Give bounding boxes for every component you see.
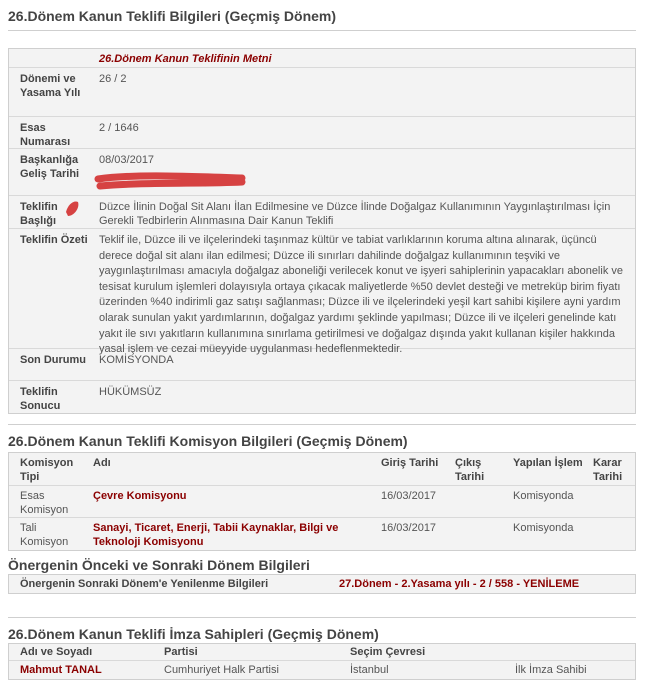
field-value: 26 / 2: [99, 73, 127, 85]
decision-date: [585, 486, 635, 517]
field-row-number: [9, 117, 635, 149]
column-header: Adı ve Soyadı: [20, 646, 93, 658]
field-label: Esas Numarası: [20, 122, 71, 148]
column-header: Seçim Çevresi: [350, 646, 426, 658]
column-header: Adı: [93, 457, 111, 469]
table-row: [9, 486, 635, 518]
periods-section-title: Önergenin Önceki ve Sonraki Dönem Bilgileri: [8, 557, 310, 573]
column-header: Giriş Tarihi: [381, 457, 439, 469]
field-row-result: [9, 381, 635, 413]
table-row: [9, 518, 635, 550]
column-header: [515, 644, 635, 660]
field-value: HÜKÜMSÜZ: [99, 386, 162, 398]
field-label: Başkanlığa Geliş Tarihi: [20, 154, 80, 180]
bill-text-link[interactable]: 26.Dönem Kanun Teklifinin Metni: [99, 53, 272, 65]
field-row-title: [9, 196, 635, 229]
signer-role: İlk İmza Sahibi: [515, 664, 587, 676]
field-row-status: [9, 349, 635, 381]
field-row-term: [9, 68, 635, 117]
divider: [8, 617, 636, 618]
field-value: 2 / 1646: [99, 122, 139, 134]
field-value: Düzce İlinin Doğal Sit Alanı İlan Edilmesine ve Düzce İlinde Doğalgaz Kullanımının Yaygınlaştırılması İçin Gerekli Tedbirlerin Alınmasına Dair Kanun Teklifi: [99, 201, 611, 227]
red-scribble-dot: [62, 196, 84, 222]
field-label: Dönemi ve Yasama Yılı: [20, 73, 81, 99]
table-header: [9, 453, 635, 486]
field-label: Teklifin Özeti: [20, 234, 88, 246]
exit-date: [447, 486, 505, 517]
renewal-link[interactable]: 27.Dönem - 2.Yasama yılı - 2 / 558 - YENİLEME: [339, 578, 580, 590]
signer-link[interactable]: Mahmut TANAL: [20, 664, 102, 676]
column-header: Partisi: [164, 646, 198, 658]
periods-label: Önergenin Sonraki Dönem'e Yenilenme Bilgileri: [20, 578, 269, 590]
entry-date: 16/03/2017: [381, 490, 437, 502]
field-value: 08/03/2017: [99, 154, 155, 166]
entry-date: 16/03/2017: [381, 522, 437, 534]
periods-panel: [8, 574, 636, 594]
field-value: Teklif ile, Düzce ili ve ilçelerindeki taşınmaz kültür ve tabiat varlıklarının koruma altına alınarak, üçüncü derece doğal sit alanı ilan edilmesi; Düzce ili sınırları dahilinde doğalgaz kullanımının teşviki ve yaygınlaştırılması amacıyla doğalgaz aboneliği verilecek konut ve işyeri sahiplerinin yapacakları abonelik ve tesisat kurulum işlemleri dolayısıyla ortaya çıkacak maliyetlerde %50 devlet desteği ve metreküp birim fiyatı üzerinden %40 indirimli gaz satışı sağlanması; Düzce ili ve ilçelerindeki yeşil kart sahibi kişilere ayni yardım olarak sunulan yakıt yardımlarının, doğalgaz yardımı şeklinde yapılması; Düzce ili ve ilçeleri genelinde katı yakıt ile sıvı yakıtların kullanımına sınırlama getirilmesi ve doğalgaz dışında yakıt kullanan kişiler hakkında yasal işlem ve cezai müeyyide uygulanması hedeflenmektedir.: [99, 234, 623, 356]
divider: [8, 30, 636, 31]
action-value: Komisyonda: [513, 522, 574, 534]
signers-table: [8, 643, 636, 680]
divider: [8, 424, 636, 425]
page-title: 26.Dönem Kanun Teklifi Bilgileri (Geçmiş Dönem): [8, 8, 337, 24]
signer-party: Cumhuriyet Halk Partisi: [164, 664, 279, 676]
field-label: Teklifin Başlığı: [20, 201, 58, 227]
field-label: Son Durumu: [20, 354, 86, 366]
commission-type: Tali Komisyon: [20, 522, 69, 548]
bill-info-panel: [8, 48, 636, 414]
column-header: Çıkış Tarihi: [455, 457, 485, 483]
field-value: KOMİSYONDA: [99, 354, 174, 366]
commission-link[interactable]: Çevre Komisyonu: [93, 490, 187, 502]
commission-type: Esas Komisyon: [20, 490, 69, 516]
red-scribble-mark: [92, 170, 252, 194]
exit-date: [447, 518, 505, 550]
signer-district: İstanbul: [350, 664, 389, 676]
decision-date: [585, 518, 635, 550]
action-value: Komisyonda: [513, 490, 574, 502]
field-label: Teklifin Sonucu: [20, 386, 61, 412]
signers-section-title: 26.Dönem Kanun Teklifi İmza Sahipleri (Geçmiş Dönem): [8, 626, 379, 642]
column-header: Komisyon Tipi: [20, 457, 74, 483]
table-row: [9, 661, 635, 679]
column-header: Karar Tarihi: [593, 457, 623, 483]
commission-link[interactable]: Sanayi, Ticaret, Enerji, Tabii Kaynaklar, Bilgi ve Teknoloji Komisyonu: [93, 522, 339, 548]
commission-table: [8, 452, 636, 551]
commission-section-title: 26.Dönem Kanun Teklifi Komisyon Bilgileri (Geçmiş Dönem): [8, 433, 408, 449]
table-header: [9, 644, 635, 661]
table-row: [9, 575, 635, 593]
field-row-summary: [9, 229, 635, 356]
column-header: Yapılan İşlem: [513, 457, 583, 469]
